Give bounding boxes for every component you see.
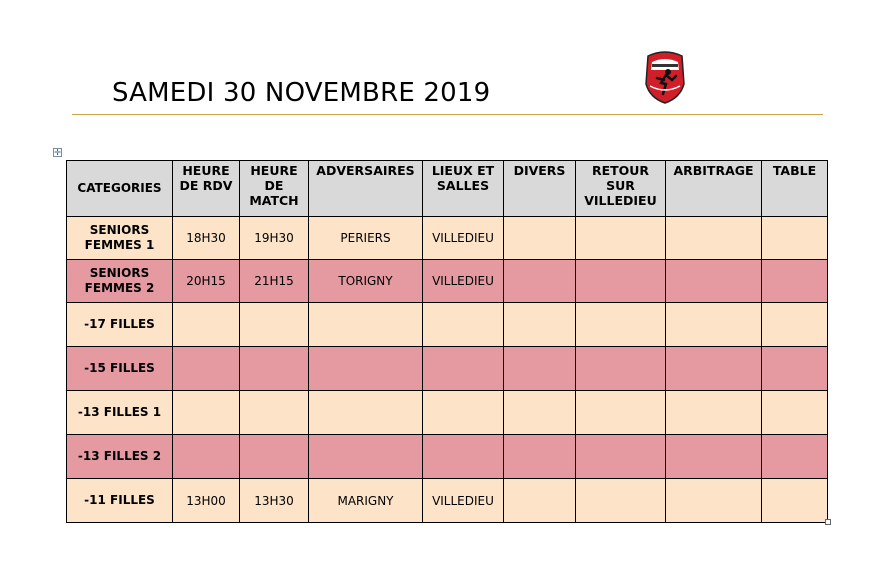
misc-cell[interactable] [504,217,576,260]
column-header: HEURE DE MATCH [240,161,309,217]
match-cell[interactable] [240,347,309,391]
misc-cell[interactable] [504,303,576,347]
opponent-cell[interactable] [309,347,423,391]
opponent-cell[interactable] [309,303,423,347]
match-cell[interactable] [240,391,309,435]
venue-cell[interactable] [423,347,504,391]
rdv-cell[interactable] [173,391,240,435]
table-duty-cell[interactable] [762,435,828,479]
misc-cell[interactable] [504,479,576,523]
rdv-cell[interactable]: 18H30 [173,217,240,260]
table-duty-cell[interactable] [762,391,828,435]
referee-cell[interactable] [666,217,762,260]
return-cell[interactable] [576,347,666,391]
misc-cell[interactable] [504,260,576,303]
column-header: ARBITRAGE [666,161,762,217]
return-cell[interactable] [576,303,666,347]
category-cell: -15 FILLES [67,347,173,391]
planning-table [66,160,828,523]
venue-cell[interactable]: VILLEDIEU [423,217,504,260]
column-header: RETOUR SUR VILLEDIEU [576,161,666,217]
column-header: DIVERS [504,161,576,217]
table-resize-handle[interactable] [825,519,831,525]
referee-cell[interactable] [666,347,762,391]
rdv-cell[interactable]: 20H15 [173,260,240,303]
table-row [67,260,828,303]
table-duty-cell[interactable] [762,260,828,303]
table-row [67,347,828,391]
referee-cell[interactable] [666,479,762,523]
match-cell[interactable]: 13H30 [240,479,309,523]
table-duty-cell[interactable] [762,303,828,347]
return-cell[interactable] [576,479,666,523]
category-cell: SENIORS FEMMES 2 [67,260,173,303]
venue-cell[interactable] [423,435,504,479]
table-move-handle-icon[interactable]: ✛ [54,148,61,157]
column-header: TABLE [762,161,828,217]
referee-cell[interactable] [666,435,762,479]
table-duty-cell[interactable] [762,217,828,260]
title-divider [72,114,823,115]
opponent-cell[interactable] [309,435,423,479]
table-duty-cell[interactable] [762,347,828,391]
referee-cell[interactable] [666,303,762,347]
match-cell[interactable]: 19H30 [240,217,309,260]
column-header: ADVERSAIRES [309,161,423,217]
match-cell[interactable]: 21H15 [240,260,309,303]
misc-cell[interactable] [504,435,576,479]
category-cell: -13 FILLES 2 [67,435,173,479]
rdv-cell[interactable] [173,347,240,391]
table-row [67,391,828,435]
opponent-cell[interactable]: TORIGNY [309,260,423,303]
return-cell[interactable] [576,391,666,435]
column-header: LIEUX ET SALLES [423,161,504,217]
rdv-cell[interactable] [173,303,240,347]
table-row [67,303,828,347]
opponent-cell[interactable] [309,391,423,435]
venue-cell[interactable] [423,303,504,347]
misc-cell[interactable] [504,391,576,435]
venue-cell[interactable] [423,391,504,435]
table-row [67,479,828,523]
table-row [67,435,828,479]
page-title: SAMEDI 30 NOVEMBRE 2019 [112,78,491,108]
rdv-cell[interactable]: 13H00 [173,479,240,523]
return-cell[interactable] [576,260,666,303]
category-cell: -13 FILLES 1 [67,391,173,435]
table-header-row [67,161,828,217]
category-cell: -11 FILLES [67,479,173,523]
rdv-cell[interactable] [173,435,240,479]
return-cell[interactable] [576,435,666,479]
match-cell[interactable] [240,303,309,347]
match-cell[interactable] [240,435,309,479]
misc-cell[interactable] [504,347,576,391]
referee-cell[interactable] [666,391,762,435]
table-duty-cell[interactable] [762,479,828,523]
referee-cell[interactable] [666,260,762,303]
column-header: CATEGORIES [67,161,173,217]
category-cell: -17 FILLES [67,303,173,347]
opponent-cell[interactable]: PERIERS [309,217,423,260]
table-row [67,217,828,260]
opponent-cell[interactable]: MARIGNY [309,479,423,523]
venue-cell[interactable]: VILLEDIEU [423,479,504,523]
club-logo-icon [642,50,688,104]
column-header: HEURE DE RDV [173,161,240,217]
category-cell: SENIORS FEMMES 1 [67,217,173,260]
venue-cell[interactable]: VILLEDIEU [423,260,504,303]
return-cell[interactable] [576,217,666,260]
